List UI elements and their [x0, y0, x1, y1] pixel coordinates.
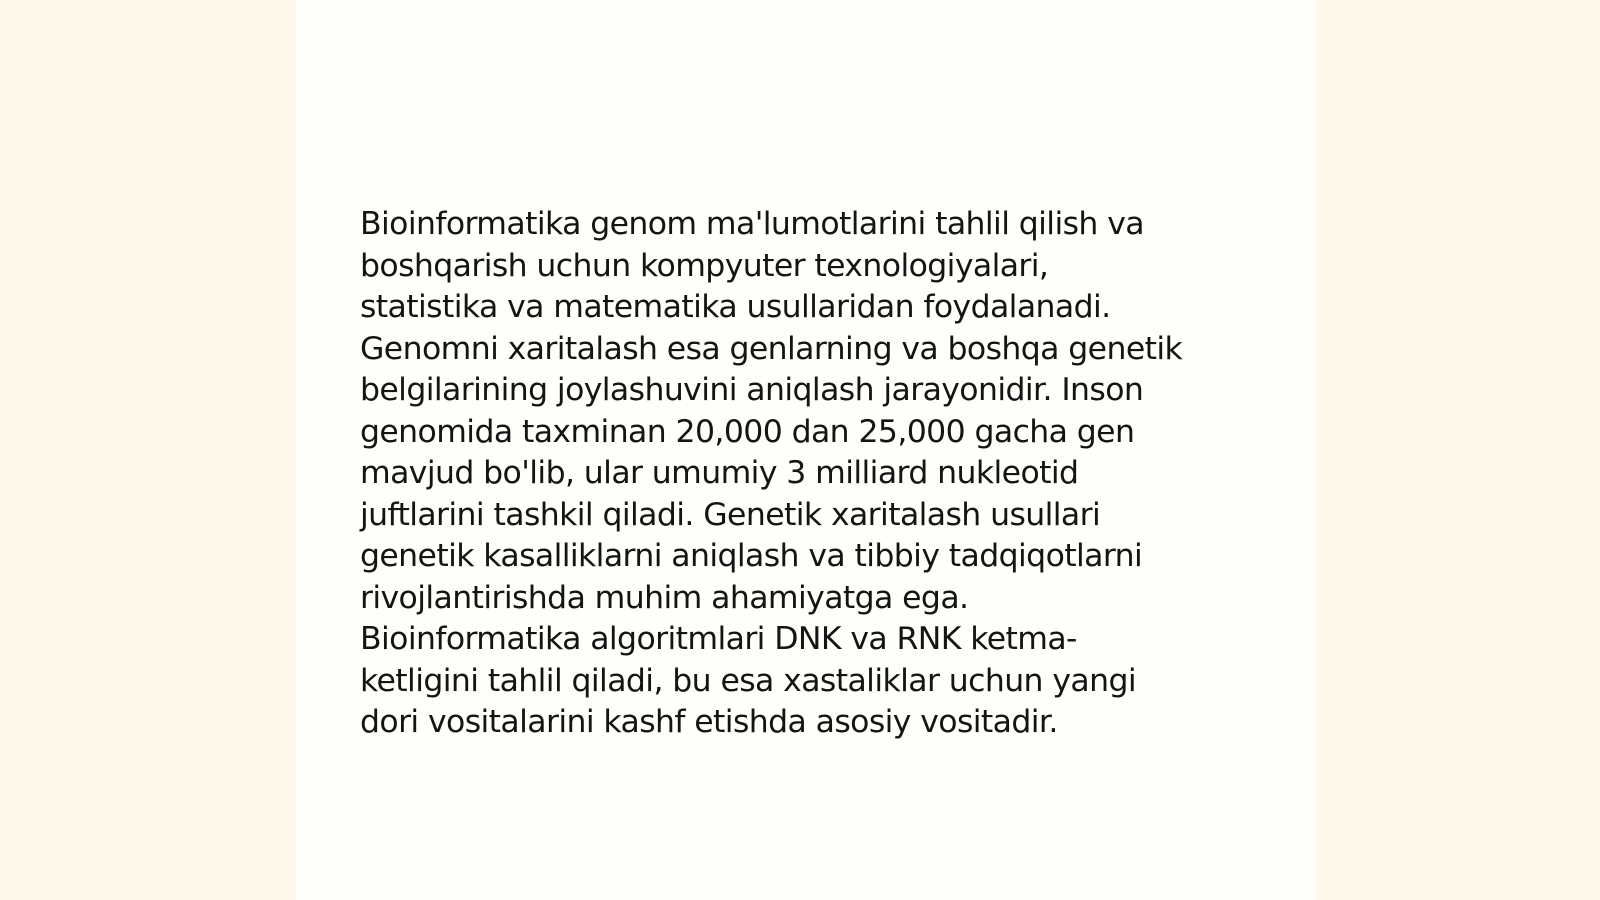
text-line: mavjud bo'lib, ular umumiy 3 milliard nukleotid [360, 455, 1079, 491]
text-line: statistika va matematika usullaridan foydalanadi. [360, 289, 1111, 325]
text-line: rivojlantirishda muhim ahamiyatga ega. [360, 579, 969, 616]
text-line: genetik kasalliklarni aniqlash va tibbiy tadqiqotlarni [360, 538, 1143, 574]
text-line: genomida taxminan 20,000 dan 25,000 gacha gen [360, 413, 1135, 450]
text-line: boshqarish uchun kompyuter texnologiyalari, [360, 247, 1049, 284]
text-line: belgilarining joylashuvini aniqlash jarayonidir. Inson [360, 372, 1144, 408]
text-line: juftlarini tashkil qiladi. Genetik xaritalash usullari [360, 496, 1101, 533]
text-line: dori vositalarini kashf etishda asosiy vositadir. [360, 704, 1058, 740]
body-paragraph [360, 204, 1260, 744]
text-line: Genomni xaritalash esa genlarning va boshqa genetik [360, 330, 1183, 367]
document-page [296, 0, 1316, 900]
text-line: Bioinformatika genom ma'lumotlarini tahlil qilish va [360, 206, 1144, 242]
text-line: ketligini tahlil qiladi, bu esa xastaliklar uchun yangi [360, 662, 1136, 699]
text-line: Bioinformatika algoritmlari DNK va RNK ketma- [360, 621, 1077, 657]
